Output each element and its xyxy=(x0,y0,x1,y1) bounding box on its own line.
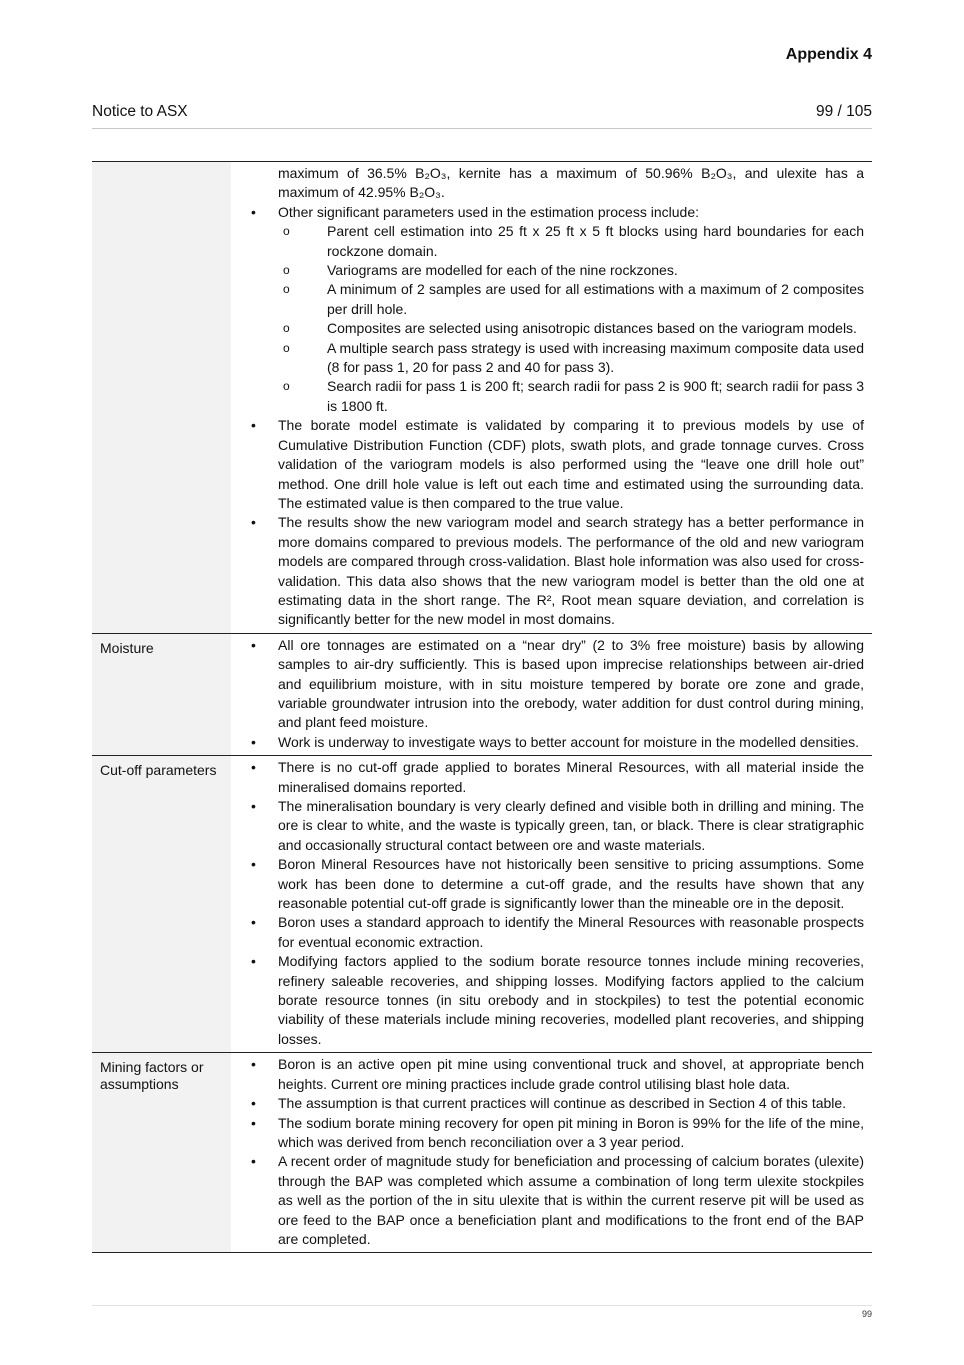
table-row xyxy=(92,1053,872,1253)
bullet-list xyxy=(231,636,864,752)
bullet-item: • Other significant parameters used in the estimation process include: xyxy=(231,203,864,222)
footer-divider xyxy=(92,1305,872,1306)
table-row xyxy=(92,633,872,755)
bullet-item: • The sodium borate mining recovery for open pit mining in Boron is 99% for the life of the mine, which was derived from bench reconciliation over a 3 year period. xyxy=(231,1114,864,1153)
document-title: Notice to ASX xyxy=(92,103,188,120)
sub-bullet-item: o Parent cell estimation into 25 ft x 25 ft x 5 ft blocks using hard boundaries for each rockzone domain. xyxy=(231,222,864,261)
row-content xyxy=(231,756,872,1053)
bullet-item: • There is no cut-off grade applied to borates Mineral Resources, with all material inside the mineralised domains reported. xyxy=(231,758,864,797)
bullet-item: • Work is underway to investigate ways to better account for moisture in the modelled densities. xyxy=(231,733,864,752)
sub-bullet-item: o Variograms are modelled for each of the nine rockzones. xyxy=(231,261,864,280)
row-content xyxy=(231,633,872,755)
row-content xyxy=(231,162,872,634)
footer-page-number: 99 xyxy=(861,1309,872,1319)
table-row xyxy=(92,162,872,634)
bullet-item: • The assumption is that current practices will continue as described in Section 4 of this table. xyxy=(231,1094,864,1113)
page-counter: 99 / 105 xyxy=(815,103,872,120)
bullet-item: • A recent order of magnitude study for beneficiation and processing of calcium borates (ulexite) through the BAP was completed which assume a combination of long term ulexite stockpiles as well as the portion of the in situ ulexite that is within the current reserve pit will be used as ore feed to the BAP once a beneficiation plant and modifications to the front end of the BAP are completed. xyxy=(231,1152,864,1249)
row-label: Cut-off parameters xyxy=(92,756,231,1053)
bullet-item: • All ore tonnages are estimated on a “near dry” (2 to 3% free moisture) basis by allowing samples to air-dry sufficiently. This is based upon imprecise relationships between air-dried and equilibrium moisture, with in situ moisture tempered by borate ore zone and grade, variable groundwater intrusion into the orebody, water addition for dust control during mining, and plant feed moisture. xyxy=(231,636,864,733)
bullet-item: • Boron uses a standard approach to identify the Mineral Resources with reasonable prospects for eventual economic extraction. xyxy=(231,913,864,952)
bullet-list xyxy=(231,1055,864,1249)
row-label: Moisture xyxy=(92,633,231,755)
criteria-table xyxy=(92,161,872,1253)
bullet-list xyxy=(231,758,864,1049)
bullet-item: • Modifying factors applied to the sodium borate resource tonnes include mining recoveries, refinery saleable recoveries, and shipping losses. Modifying factors applied to the calcium borate resource tonnes (in situ orebody and in stockpiles) to test the potential economic viability of these materials include mining recoveries, modelled plant recoveries, and shipping losses. xyxy=(231,952,864,1049)
sub-bullet-item: o Composites are selected using anisotropic distances based on the variogram models. xyxy=(231,319,864,338)
row-content xyxy=(231,1053,872,1253)
sub-bullet-item: o A minimum of 2 samples are used for all estimations with a maximum of 2 composites per drill hole. xyxy=(231,280,864,319)
continued-text: maximum of 36.5% B₂O₃, kernite has a maximum of 50.96% B₂O₃, and ulexite has a maximum of 42.95% B₂O₃. xyxy=(278,165,864,201)
bullet-item: • The results show the new variogram model and search strategy has a better performance in more domains compared to previous models. The performance of the old and new variogram models are compared through cross-validation. Blast hole information was also used for cross-validation. This data also shows that the new variogram model is better than the old one at estimating data in the short range. The R², Root mean square deviation, and correlation is significantly better for the new model in most domains. xyxy=(231,513,864,629)
header-divider xyxy=(92,128,872,129)
row-label xyxy=(92,162,231,634)
appendix-label: Appendix 4 xyxy=(785,46,872,63)
bullet-item: • Boron is an active open pit mine using conventional truck and shovel, at appropriate bench heights. Current ore mining practices include grade control utilising blast hole data. xyxy=(231,1055,864,1094)
bullet-item: • Boron Mineral Resources have not historically been sensitive to pricing assumptions. Some work has been done to determine a cut-off grade, and the results have shown that any reasonable potential cut-off grade is significantly lower than the mineable ore in the deposit. xyxy=(231,855,864,913)
bullet-item: • The borate model estimate is validated by comparing it to previous models by use of Cumulative Distribution Function (CDF) plots, swath plots, and grade tonnage curves. Cross validation of the variogram models is also performed using the “leave one drill hole out” method. One drill hole value is left out each time and estimated using the surrounding data. The estimated value is then compared to the true value. xyxy=(231,416,864,513)
table-row xyxy=(92,756,872,1053)
bullet-list xyxy=(231,164,864,630)
row-label: Mining factors or assumptions xyxy=(92,1053,231,1253)
sub-bullet-item: o Search radii for pass 1 is 200 ft; search radii for pass 2 is 900 ft; search radii for pass 3 is 1800 ft. xyxy=(231,377,864,416)
bullet-item: • The mineralisation boundary is very clearly defined and visible both in drilling and mining. The ore is clear to white, and the waste is typically green, tan, or black. There is clear stratigraphic and occasionally structural contact between ore and waste materials. xyxy=(231,797,864,855)
sub-bullet-item: o A multiple search pass strategy is used with increasing maximum composite data used (8 for pass 1, 20 for pass 2 and 40 for pass 3). xyxy=(231,339,864,378)
